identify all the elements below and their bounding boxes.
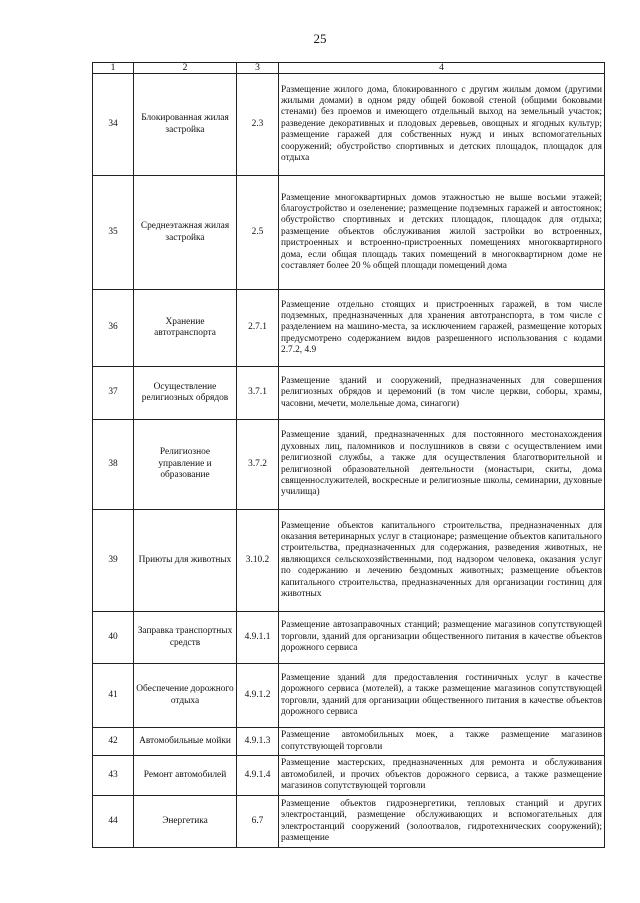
land-use-name: Осуществление религиозных обрядов <box>134 367 237 420</box>
table-row <box>93 176 605 290</box>
land-use-code: 3.7.2 <box>237 420 279 510</box>
row-number: 39 <box>93 510 134 612</box>
land-use-description: Размещение автозаправочных станций; размещение магазинов сопутствующей торговли, зданий для организации общественного питания в качестве объектов дорожного сервиса <box>279 612 605 664</box>
row-number: 43 <box>93 756 134 796</box>
row-number: 37 <box>93 367 134 420</box>
table-row <box>93 510 605 612</box>
land-use-description: Размещение жилого дома, блокированного с другим жилым домом (другими жилыми домами) в одном ряду общей боковой стеной (общими боковыми стенами) без проемов и имеющего отдельный выход на земельный участок; разведение декоративных и плодовых деревьев, овощных и ягодных культур; размещение гаражей для собственных нужд и иных вспомогательных сооружений; обустройство спортивных и детских площадок, площадок для отдыха <box>279 74 605 176</box>
land-use-name: Обеспечение дорожного отдыха <box>134 664 237 728</box>
table-row <box>93 367 605 420</box>
column-header: 4 <box>279 63 605 74</box>
land-use-description: Размещение мастерских, предназначенных для ремонта и обслуживания автомобилей, и прочих объектов дорожного сервиса, а также размещение магазинов сопутствующей торговли <box>279 756 605 796</box>
land-use-name: Приюты для животных <box>134 510 237 612</box>
land-use-description: Размещение отдельно стоящих и пристроенных гаражей, в том числе подземных, предназначенных для хранения автотранспорта, в том числе с разделением на машино-места, за исключением гаражей, размещение которых предусмотрено содержанием видов разрешенного использования с кодами 2.7.2, 4.9 <box>279 290 605 367</box>
land-use-name: Блокированная жилая застройка <box>134 74 237 176</box>
land-use-description: Размещение автомобильных моек, а также размещение магазинов сопутствующей торговли <box>279 728 605 756</box>
row-number: 36 <box>93 290 134 367</box>
table-header-row <box>93 63 605 74</box>
land-use-name: Религиозное управление и образование <box>134 420 237 510</box>
land-use-code: 4.9.1.3 <box>237 728 279 756</box>
table-row <box>93 796 605 848</box>
row-number: 42 <box>93 728 134 756</box>
column-header: 2 <box>134 63 237 74</box>
row-number: 41 <box>93 664 134 728</box>
land-use-code: 3.7.1 <box>237 367 279 420</box>
land-use-code: 4.9.1.4 <box>237 756 279 796</box>
table-row <box>93 664 605 728</box>
land-use-description: Размещение зданий и сооружений, предназначенных для совершения религиозных обрядов и церемоний (в том числе церкви, соборы, храмы, часовни, мечети, молельные дома, синагоги) <box>279 367 605 420</box>
row-number: 34 <box>93 74 134 176</box>
land-use-name: Энергетика <box>134 796 237 848</box>
table-row <box>93 420 605 510</box>
land-use-description: Размещение объектов гидроэнергетики, тепловых станций и других электростанций, размещение обслуживающих и вспомогательных для электростанций сооружений (золоотвалов, гидротехнических сооружений); размещение <box>279 796 605 848</box>
row-number: 38 <box>93 420 134 510</box>
land-use-table <box>92 62 605 848</box>
land-use-code: 4.9.1.1 <box>237 612 279 664</box>
land-use-description: Размещение зданий, предназначенных для постоянного местонахождения духовных лиц, паломников и послушников в связи с осуществлением ими религиозной службы, а также для осуществления благотворительной и религиозной образовательной деятельности (монастыри, скиты, дома священнослужителей, воскресные и религиозные школы, семинарии, духовные училища) <box>279 420 605 510</box>
land-use-code: 3.10.2 <box>237 510 279 612</box>
land-use-name: Среднеэтажная жилая застройка <box>134 176 237 290</box>
column-header: 3 <box>237 63 279 74</box>
land-use-description: Размещение многоквартирных домов этажностью не выше восьми этажей; благоустройство и озеленение; размещение подземных гаражей и автостоянок; обустройство спортивных и детских площадок, площадок для отдыха; размещение объектов обслуживания жилой застройки во встроенных, пристроенных и встроенно-пристроенных помещениях многоквартирного дома, если общая площадь таких помещений в многоквартирном доме не составляет более 20 % общей площади помещений дома <box>279 176 605 290</box>
row-number: 40 <box>93 612 134 664</box>
land-use-description: Размещение зданий для предоставления гостиничных услуг в качестве дорожного сервиса (мотелей), а также размещение магазинов сопутствующей торговли, зданий для организации общественного питания в качестве объектов дорожного сервиса <box>279 664 605 728</box>
land-use-name: Ремонт автомобилей <box>134 756 237 796</box>
column-header: 1 <box>93 63 134 74</box>
row-number: 35 <box>93 176 134 290</box>
land-use-code: 4.9.1.2 <box>237 664 279 728</box>
land-use-description: Размещение объектов капитального строительства, предназначенных для оказания ветеринарных услуг в стационаре; размещение объектов капитального строительства, предназначенных для содержания, разведения животных, не являющихся сельскохозяйственными, под надзором человека, оказания услуг по содержанию и лечению бездомных животных; размещение объектов капитального строительства, предназначенных для организации гостиниц для животных <box>279 510 605 612</box>
table-row <box>93 728 605 756</box>
land-use-code: 2.5 <box>237 176 279 290</box>
land-use-code: 6.7 <box>237 796 279 848</box>
land-use-name: Заправка транспортных средств <box>134 612 237 664</box>
row-number: 44 <box>93 796 134 848</box>
table-row <box>93 756 605 796</box>
land-use-code: 2.3 <box>237 74 279 176</box>
page-number: 25 <box>313 31 327 46</box>
land-use-name: Автомобильные мойки <box>134 728 237 756</box>
table-row <box>93 290 605 367</box>
land-use-code: 2.7.1 <box>237 290 279 367</box>
table-row <box>93 74 605 176</box>
table-row <box>93 612 605 664</box>
land-use-name: Хранение автотранспорта <box>134 290 237 367</box>
